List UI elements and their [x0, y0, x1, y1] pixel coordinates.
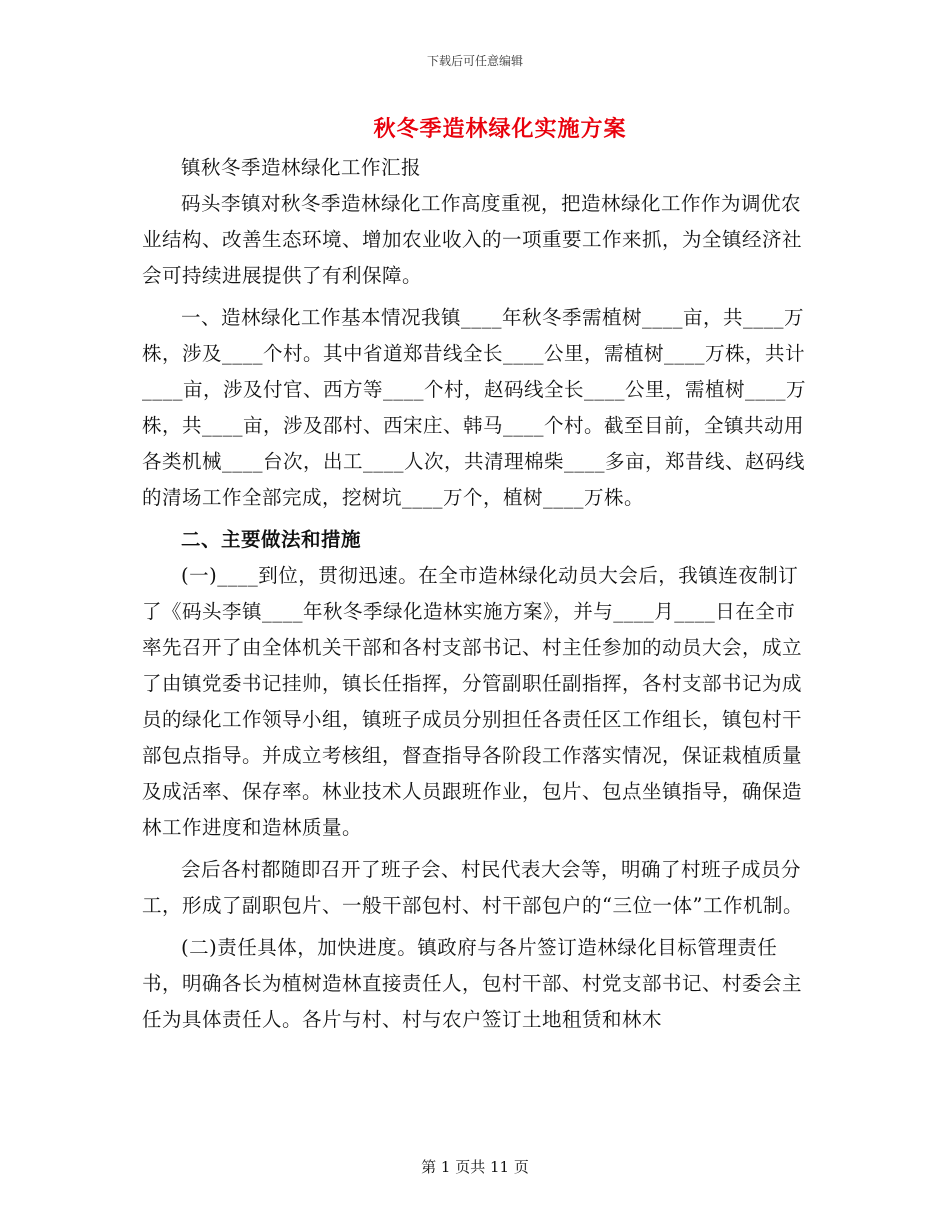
item-1-followup-paragraph: 会后各村都随即召开了班子会、村民代表大会等，明确了村班子成员分工，形成了副职包片、一般干部包村、村干部包户的“三位一体”工作机制。	[142, 858, 803, 917]
header-note: 下载后可任意编辑	[426, 54, 523, 68]
page-footer: 第 1 页共 11 页	[421, 1158, 529, 1176]
report-subtitle: 镇秋冬季造林绿化工作汇报	[181, 156, 422, 179]
document-title: 秋冬季造林绿化实施方案	[373, 116, 627, 142]
section-1-paragraph: 一、造林绿化工作基本情况我镇____年秋冬季需植树____亩，共____万株，涉及____个村。其中省道郑昔线全长____公里，需植树____万株，共计____亩，涉及付官、西方等____个村，赵码线全长____公里，需植树____万株，共____亩，涉及邵村、西宋庄、韩马____个村。截至目前，全镇共动用各类机械____台次，出工____人次，共清理棉柴____多亩，郑昔线、赵码线的清场工作全部完成，挖树坑____万个，植树____万株。	[142, 306, 807, 509]
intro-paragraph: 码头李镇对秋冬季造林绿化工作高度重视，把造林绿化工作作为调优农业结构、改善生态环境、增加农业收入的一项重要工作来抓，为全镇经济社会可持续进展提供了有利保障。	[142, 192, 803, 287]
section-2-heading: 二、主要做法和措施	[181, 528, 362, 551]
item-2-paragraph: (二)责任具体，加快进度。镇政府与各片签订造林绿化目标管理责任书，明确各长为植树造林直接责任人，包村干部、村党支部书记、村委会主任为具体责任人。各片与村、村与农户签订土地租赁和林木	[142, 936, 803, 1031]
item-1-paragraph: (一)____到位，贯彻迅速。在全市造林绿化动员大会后，我镇连夜制订了《码头李镇____年秋冬季绿化造林实施方案》，并与____月____日在全市率先召开了由全体机关干部和各村支部书记、村主任参加的动员大会，成立了由镇党委书记挂帅，镇长任指挥，分管副职任副指挥，各村支部书记为成员的绿化工作领导小组，镇班子成员分别担任各责任区工作组长，镇包村干部包点指导。并成立考核组，督查指导各阶段工作落实情况，保证栽植质量及成活率、保存率。林业技术人员跟班作业，包片、包点坐镇指导，确保造林工作进度和造林质量。	[142, 564, 803, 839]
document-body	[142, 150, 812, 1038]
